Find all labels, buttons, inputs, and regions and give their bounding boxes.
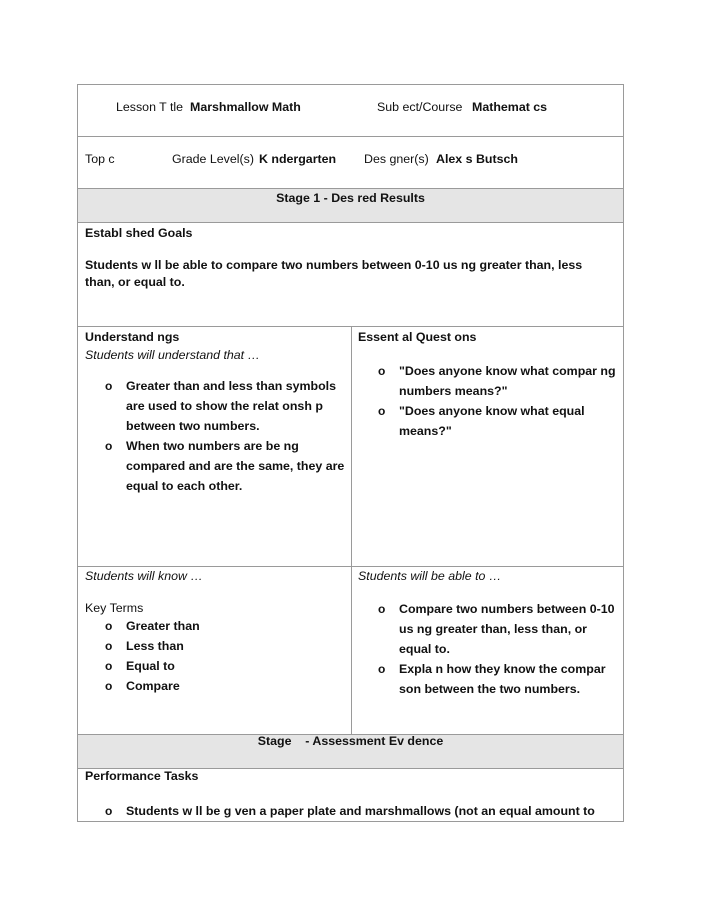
- list-item: o Expla n how they know the compar son between the two numbers.: [378, 662, 606, 696]
- goals-heading: Establ shed Goals: [85, 226, 193, 240]
- list-item: o "Does anyone know what equal means?": [378, 404, 585, 438]
- list-item: o Greater than and less than symbols are used to show the relat onsh p between two numbers.: [105, 379, 337, 433]
- tasks-row: [78, 769, 623, 822]
- understandings-intro: Students will understand that …: [85, 348, 260, 362]
- understandings-row: [78, 327, 623, 567]
- column-divider: [351, 327, 352, 566]
- list-item: o Students w ll be g ven a paper plate and marshmallows (not an equal amount to: [105, 804, 595, 818]
- list-item: o Equal to: [105, 659, 175, 673]
- able-list: [358, 599, 620, 699]
- subject-value: Mathemat cs: [472, 100, 548, 114]
- lesson-plan-table: [77, 84, 624, 822]
- know-intro: Students will know …: [85, 569, 203, 583]
- title-row: [78, 85, 623, 137]
- stage2-header: [78, 735, 623, 769]
- goals-row: [78, 223, 623, 327]
- key-terms-list: [85, 616, 347, 696]
- subject-label: Sub ect/Course: [377, 100, 463, 114]
- able-intro: Students will be able to …: [358, 569, 502, 583]
- know-able-row: [78, 567, 623, 735]
- tasks-list: [85, 801, 624, 821]
- designer-value: Alex s Butsch: [436, 152, 518, 166]
- grade-value: K ndergarten: [259, 152, 337, 166]
- list-item: o "Does anyone know what compar ng numbers means?": [378, 364, 616, 398]
- questions-list: [358, 361, 620, 441]
- understandings-heading: Understand ngs: [85, 330, 180, 344]
- list-item: o Less than: [105, 639, 184, 653]
- list-item: o When two numbers are be ng compared and are the same, they are equal to each other.: [105, 439, 345, 493]
- tasks-heading: Performance Tasks: [85, 769, 199, 783]
- stage2-title: Stage - Assessment Ev dence: [257, 734, 444, 748]
- goals-text: Students w ll be able to compare two numbers between 0-10 us ng greater than, less than, or equal to.: [85, 258, 583, 289]
- designer-label: Des gner(s): [364, 152, 429, 166]
- stage1-title: Stage 1 - Des red Results: [276, 191, 425, 205]
- list-item: o Compare two numbers between 0-10 us ng greater than, less than, or equal to.: [378, 602, 615, 656]
- list-item: o Compare: [105, 679, 180, 693]
- column-divider: [351, 567, 352, 734]
- topic-label: Top c: [85, 152, 115, 166]
- grade-label: Grade Level(s): [172, 152, 254, 166]
- list-item: o Greater than: [105, 619, 200, 633]
- meta-row: [78, 137, 623, 189]
- questions-heading: Essent al Quest ons: [358, 330, 477, 344]
- lesson-title: Marshmallow Math: [190, 100, 301, 114]
- understandings-list: [85, 376, 347, 496]
- key-terms-label: Key Terms: [85, 601, 144, 615]
- lesson-title-label: Lesson T tle: [116, 100, 184, 114]
- stage1-header: [78, 189, 623, 223]
